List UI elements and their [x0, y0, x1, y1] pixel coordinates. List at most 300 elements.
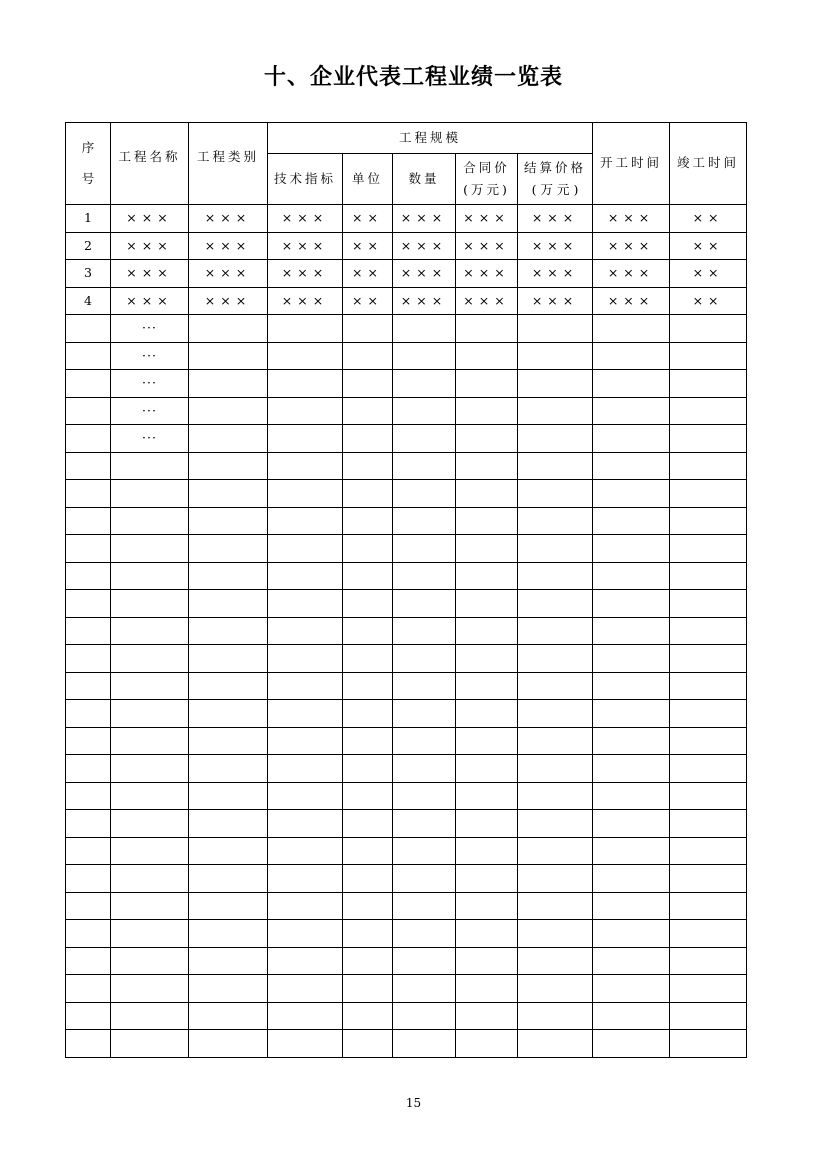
cell-project-name — [111, 562, 189, 590]
table-row — [66, 810, 747, 838]
cell-contract-price: ××× — [456, 260, 518, 288]
cell-completion-time — [670, 947, 747, 975]
cell-unit — [343, 727, 393, 755]
header-seq-top: 序 — [81, 140, 95, 156]
cell-settlement-price — [518, 975, 593, 1003]
cell-completion-time — [670, 755, 747, 783]
table-row — [66, 535, 747, 563]
cell-unit — [343, 920, 393, 948]
cell-tech-index — [268, 1030, 343, 1058]
cell-settlement-price — [518, 672, 593, 700]
cell-tech-index — [268, 947, 343, 975]
cell-contract-price — [456, 920, 518, 948]
table-row — [66, 1030, 747, 1058]
cell-project-type: ××× — [189, 205, 268, 233]
cell-project-type — [189, 1002, 268, 1030]
cell-start-time — [593, 782, 670, 810]
cell-project-name: ··· — [111, 342, 189, 370]
header-settlement-price — [518, 154, 593, 205]
cell-project-name — [111, 782, 189, 810]
cell-start-time — [593, 837, 670, 865]
cell-start-time — [593, 562, 670, 590]
cell-completion-time — [670, 782, 747, 810]
cell-settlement-price — [518, 617, 593, 645]
cell-completion-time — [670, 1002, 747, 1030]
cell-start-time — [593, 617, 670, 645]
cell-project-name: ··· — [111, 315, 189, 343]
cell-tech-index: ××× — [268, 232, 343, 260]
cell-contract-price — [456, 425, 518, 453]
cell-completion-time — [670, 727, 747, 755]
cell-no — [66, 507, 111, 535]
cell-no — [66, 947, 111, 975]
cell-quantity — [393, 535, 456, 563]
cell-contract-price — [456, 452, 518, 480]
cell-completion-time — [670, 975, 747, 1003]
cell-no — [66, 865, 111, 893]
table-row — [66, 205, 747, 233]
cell-project-name: ××× — [111, 260, 189, 288]
cell-settlement-price — [518, 342, 593, 370]
cell-no — [66, 727, 111, 755]
cell-unit — [343, 672, 393, 700]
cell-start-time — [593, 645, 670, 673]
cell-project-name — [111, 480, 189, 508]
cell-project-name — [111, 645, 189, 673]
cell-project-name — [111, 755, 189, 783]
cell-contract-price — [456, 700, 518, 728]
cell-settlement-price — [518, 1030, 593, 1058]
cell-unit — [343, 370, 393, 398]
table-row — [66, 865, 747, 893]
cell-tech-index: ××× — [268, 287, 343, 315]
header-seq — [66, 123, 111, 205]
cell-quantity — [393, 370, 456, 398]
cell-no: 3 — [66, 260, 111, 288]
cell-project-name: ··· — [111, 397, 189, 425]
table-row — [66, 920, 747, 948]
cell-completion-time — [670, 672, 747, 700]
cell-start-time — [593, 700, 670, 728]
cell-completion-time — [670, 892, 747, 920]
cell-tech-index — [268, 452, 343, 480]
cell-completion-time — [670, 535, 747, 563]
cell-project-type: ××× — [189, 232, 268, 260]
cell-completion-time — [670, 452, 747, 480]
cell-start-time — [593, 975, 670, 1003]
cell-project-type — [189, 617, 268, 645]
cell-contract-price — [456, 370, 518, 398]
cell-project-name — [111, 810, 189, 838]
cell-no — [66, 672, 111, 700]
page-number: 15 — [405, 1096, 422, 1110]
cell-project-type — [189, 755, 268, 783]
cell-completion-time: ×× — [670, 260, 747, 288]
cell-contract-price — [456, 727, 518, 755]
cell-contract-price — [456, 672, 518, 700]
cell-tech-index: ××× — [268, 260, 343, 288]
cell-settlement-price — [518, 507, 593, 535]
cell-settlement-price — [518, 920, 593, 948]
table-row — [66, 342, 747, 370]
cell-start-time: ××× — [593, 232, 670, 260]
cell-contract-price — [456, 755, 518, 783]
cell-project-type — [189, 425, 268, 453]
cell-unit — [343, 700, 393, 728]
table-row — [66, 892, 747, 920]
cell-quantity — [393, 617, 456, 645]
header-settlement-price-line2: ( 万 元 ) — [531, 182, 579, 197]
cell-completion-time — [670, 1030, 747, 1058]
table-row — [66, 837, 747, 865]
cell-project-name: ··· — [111, 370, 189, 398]
table-row — [66, 755, 747, 783]
cell-start-time — [593, 315, 670, 343]
cell-tech-index — [268, 480, 343, 508]
cell-unit — [343, 315, 393, 343]
cell-tech-index: ××× — [268, 205, 343, 233]
cell-start-time — [593, 947, 670, 975]
cell-no — [66, 1002, 111, 1030]
cell-settlement-price — [518, 370, 593, 398]
cell-project-type — [189, 342, 268, 370]
cell-completion-time — [670, 700, 747, 728]
cell-start-time — [593, 1002, 670, 1030]
table-row — [66, 947, 747, 975]
cell-contract-price — [456, 782, 518, 810]
table-row — [66, 1002, 747, 1030]
cell-completion-time — [670, 865, 747, 893]
cell-contract-price — [456, 562, 518, 590]
cell-quantity: ××× — [393, 232, 456, 260]
cell-contract-price — [456, 1030, 518, 1058]
cell-no: 4 — [66, 287, 111, 315]
cell-start-time — [593, 370, 670, 398]
cell-unit — [343, 1002, 393, 1030]
cell-quantity — [393, 590, 456, 618]
cell-no — [66, 342, 111, 370]
cell-contract-price — [456, 1002, 518, 1030]
cell-no — [66, 370, 111, 398]
cell-quantity — [393, 892, 456, 920]
cell-completion-time — [670, 315, 747, 343]
cell-unit — [343, 507, 393, 535]
cell-project-type — [189, 727, 268, 755]
cell-no — [66, 892, 111, 920]
cell-unit — [343, 342, 393, 370]
cell-tech-index — [268, 562, 343, 590]
cell-unit: ×× — [343, 205, 393, 233]
cell-contract-price — [456, 535, 518, 563]
cell-contract-price — [456, 810, 518, 838]
cell-quantity — [393, 425, 456, 453]
cell-unit — [343, 535, 393, 563]
cell-start-time — [593, 397, 670, 425]
cell-quantity — [393, 727, 456, 755]
cell-project-type: ××× — [189, 287, 268, 315]
table-row — [66, 480, 747, 508]
cell-completion-time: ×× — [670, 287, 747, 315]
cell-unit — [343, 947, 393, 975]
cell-no — [66, 975, 111, 1003]
cell-no — [66, 755, 111, 783]
cell-quantity — [393, 315, 456, 343]
cell-settlement-price: ××× — [518, 232, 593, 260]
cell-project-type — [189, 480, 268, 508]
cell-quantity — [393, 452, 456, 480]
cell-settlement-price — [518, 315, 593, 343]
cell-no — [66, 782, 111, 810]
cell-tech-index — [268, 975, 343, 1003]
table-row — [66, 590, 747, 618]
cell-contract-price — [456, 837, 518, 865]
cell-project-type: ××× — [189, 260, 268, 288]
cell-unit — [343, 562, 393, 590]
cell-settlement-price — [518, 892, 593, 920]
performance-table — [65, 122, 747, 1058]
table-row — [66, 562, 747, 590]
cell-project-type — [189, 562, 268, 590]
cell-project-type — [189, 920, 268, 948]
header-seq-bottom: 号 — [81, 170, 95, 186]
cell-start-time — [593, 342, 670, 370]
cell-project-type — [189, 865, 268, 893]
cell-project-type — [189, 645, 268, 673]
cell-unit — [343, 452, 393, 480]
cell-project-type — [189, 892, 268, 920]
cell-contract-price — [456, 480, 518, 508]
cell-no — [66, 315, 111, 343]
header-contract-price-line2: (万元) — [463, 182, 510, 197]
cell-project-type — [189, 507, 268, 535]
cell-quantity: ××× — [393, 205, 456, 233]
cell-unit — [343, 865, 393, 893]
cell-unit — [343, 892, 393, 920]
cell-quantity — [393, 645, 456, 673]
cell-settlement-price: ××× — [518, 205, 593, 233]
header-quantity: 数量 — [393, 154, 456, 205]
cell-quantity — [393, 480, 456, 508]
cell-quantity — [393, 920, 456, 948]
cell-project-name — [111, 892, 189, 920]
cell-settlement-price: ××× — [518, 287, 593, 315]
cell-quantity — [393, 700, 456, 728]
table-row — [66, 975, 747, 1003]
cell-project-type — [189, 975, 268, 1003]
cell-no — [66, 837, 111, 865]
cell-settlement-price: ××× — [518, 260, 593, 288]
cell-contract-price — [456, 315, 518, 343]
cell-settlement-price — [518, 810, 593, 838]
header-scale-group: 工程规模 — [268, 123, 593, 154]
cell-quantity — [393, 837, 456, 865]
cell-project-type — [189, 315, 268, 343]
cell-start-time — [593, 425, 670, 453]
cell-project-name — [111, 535, 189, 563]
cell-settlement-price — [518, 397, 593, 425]
cell-start-time — [593, 810, 670, 838]
table-row — [66, 232, 747, 260]
cell-completion-time — [670, 562, 747, 590]
cell-start-time: ××× — [593, 260, 670, 288]
cell-tech-index — [268, 810, 343, 838]
cell-project-type — [189, 397, 268, 425]
cell-no — [66, 562, 111, 590]
cell-project-name: ××× — [111, 205, 189, 233]
cell-contract-price — [456, 342, 518, 370]
cell-unit — [343, 782, 393, 810]
cell-project-name — [111, 727, 189, 755]
cell-project-name — [111, 700, 189, 728]
header-project-type: 工程类别 — [189, 123, 268, 205]
cell-project-type — [189, 810, 268, 838]
cell-contract-price — [456, 617, 518, 645]
cell-contract-price — [456, 892, 518, 920]
cell-start-time: ××× — [593, 287, 670, 315]
cell-no — [66, 810, 111, 838]
cell-start-time — [593, 755, 670, 783]
cell-project-name — [111, 617, 189, 645]
cell-project-type — [189, 700, 268, 728]
cell-tech-index — [268, 892, 343, 920]
cell-completion-time: ×× — [670, 205, 747, 233]
cell-unit — [343, 425, 393, 453]
cell-tech-index — [268, 1002, 343, 1030]
cell-unit — [343, 617, 393, 645]
cell-project-type — [189, 590, 268, 618]
cell-settlement-price — [518, 947, 593, 975]
cell-project-name — [111, 947, 189, 975]
cell-completion-time — [670, 507, 747, 535]
cell-start-time — [593, 920, 670, 948]
cell-tech-index — [268, 425, 343, 453]
cell-project-name — [111, 590, 189, 618]
cell-settlement-price — [518, 782, 593, 810]
cell-quantity — [393, 507, 456, 535]
cell-contract-price — [456, 865, 518, 893]
cell-settlement-price — [518, 452, 593, 480]
cell-project-name — [111, 672, 189, 700]
cell-project-name — [111, 865, 189, 893]
table-row — [66, 645, 747, 673]
table-row — [66, 315, 747, 343]
cell-start-time — [593, 865, 670, 893]
cell-unit: ×× — [343, 232, 393, 260]
cell-quantity — [393, 672, 456, 700]
cell-quantity — [393, 810, 456, 838]
table-row — [66, 397, 747, 425]
cell-quantity — [393, 342, 456, 370]
cell-quantity — [393, 865, 456, 893]
header-completion-time: 竣工时间 — [670, 123, 747, 205]
cell-project-type — [189, 672, 268, 700]
cell-tech-index — [268, 370, 343, 398]
cell-settlement-price — [518, 480, 593, 508]
cell-no — [66, 480, 111, 508]
cell-settlement-price — [518, 1002, 593, 1030]
cell-settlement-price — [518, 590, 593, 618]
cell-tech-index — [268, 645, 343, 673]
header-unit: 单位 — [343, 154, 393, 205]
cell-unit — [343, 837, 393, 865]
cell-contract-price — [456, 947, 518, 975]
cell-contract-price — [456, 397, 518, 425]
cell-no — [66, 590, 111, 618]
cell-contract-price — [456, 645, 518, 673]
header-start-time: 开工时间 — [593, 123, 670, 205]
table-body — [66, 205, 747, 1058]
cell-project-type — [189, 452, 268, 480]
cell-completion-time — [670, 837, 747, 865]
cell-completion-time: ×× — [670, 232, 747, 260]
cell-no — [66, 645, 111, 673]
cell-no — [66, 700, 111, 728]
cell-tech-index — [268, 590, 343, 618]
cell-completion-time — [670, 590, 747, 618]
cell-start-time — [593, 535, 670, 563]
cell-no: 2 — [66, 232, 111, 260]
cell-quantity — [393, 1030, 456, 1058]
cell-settlement-price — [518, 645, 593, 673]
cell-tech-index — [268, 755, 343, 783]
cell-tech-index — [268, 315, 343, 343]
cell-settlement-price — [518, 865, 593, 893]
cell-project-type — [189, 782, 268, 810]
cell-tech-index — [268, 920, 343, 948]
cell-project-type — [189, 535, 268, 563]
cell-unit — [343, 975, 393, 1003]
cell-start-time — [593, 727, 670, 755]
cell-project-type — [189, 370, 268, 398]
cell-unit: ×× — [343, 260, 393, 288]
cell-project-name — [111, 507, 189, 535]
cell-project-name — [111, 920, 189, 948]
cell-contract-price: ××× — [456, 205, 518, 233]
cell-start-time — [593, 1030, 670, 1058]
table-row — [66, 370, 747, 398]
cell-contract-price: ××× — [456, 232, 518, 260]
table-row — [66, 672, 747, 700]
cell-completion-time — [670, 342, 747, 370]
cell-start-time — [593, 480, 670, 508]
table-row — [66, 700, 747, 728]
table-header — [66, 123, 747, 205]
cell-project-name — [111, 452, 189, 480]
cell-no — [66, 1030, 111, 1058]
table-row — [66, 617, 747, 645]
cell-start-time — [593, 590, 670, 618]
table-row — [66, 452, 747, 480]
cell-unit — [343, 480, 393, 508]
cell-completion-time — [670, 425, 747, 453]
cell-unit — [343, 810, 393, 838]
cell-completion-time — [670, 397, 747, 425]
cell-no: 1 — [66, 205, 111, 233]
cell-project-type — [189, 837, 268, 865]
cell-project-type — [189, 1030, 268, 1058]
cell-unit — [343, 755, 393, 783]
cell-start-time: ××× — [593, 205, 670, 233]
cell-tech-index — [268, 617, 343, 645]
cell-start-time — [593, 892, 670, 920]
cell-completion-time — [670, 645, 747, 673]
cell-unit: ×× — [343, 287, 393, 315]
table-row — [66, 425, 747, 453]
cell-project-name — [111, 1002, 189, 1030]
table-row — [66, 287, 747, 315]
cell-quantity — [393, 562, 456, 590]
header-project-name: 工程名称 — [111, 123, 189, 205]
